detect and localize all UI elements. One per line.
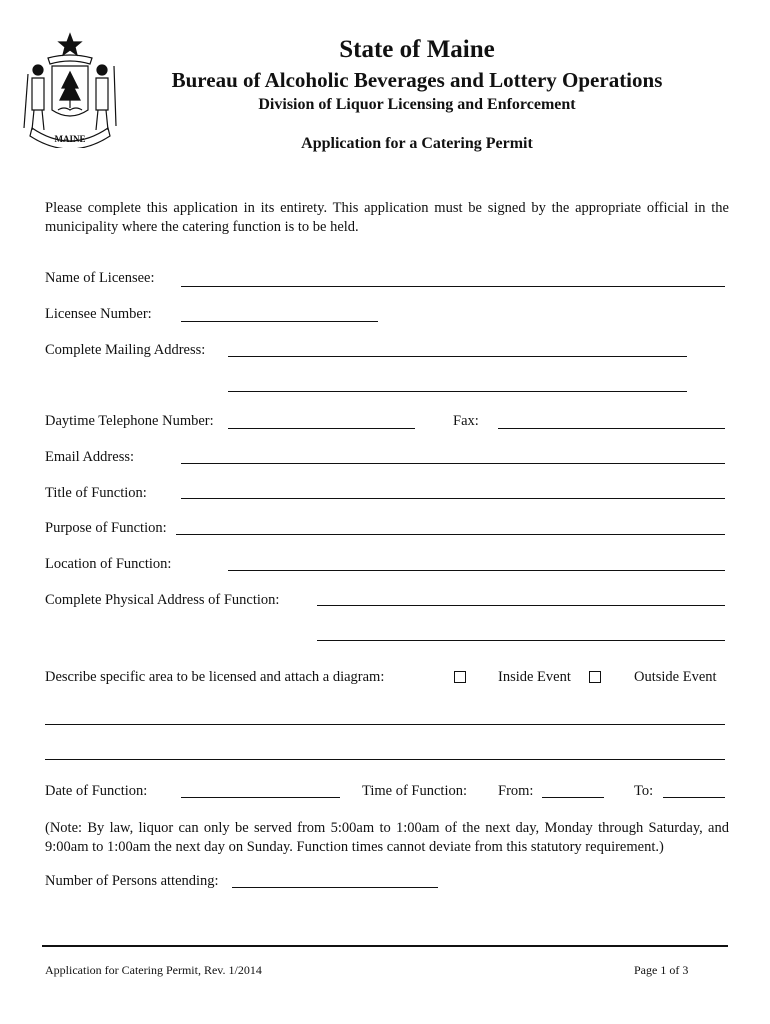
mailing-address-label: Complete Mailing Address: bbox=[45, 342, 206, 358]
area-description-field-line2[interactable] bbox=[45, 759, 725, 760]
describe-area-label: Describe specific area to be licensed and attach a diagram: bbox=[45, 669, 385, 685]
title-of-function-field[interactable] bbox=[181, 498, 725, 499]
to-label: To: bbox=[634, 783, 654, 799]
inside-event-label: Inside Event bbox=[498, 669, 571, 685]
time-to-field[interactable] bbox=[663, 797, 725, 798]
title-of-function-label: Title of Function: bbox=[45, 485, 147, 501]
date-of-function-field[interactable] bbox=[181, 797, 340, 798]
name-of-licensee-field[interactable] bbox=[181, 286, 725, 287]
footer-divider bbox=[42, 945, 728, 947]
mailing-address-field-line1[interactable] bbox=[228, 356, 687, 357]
fax-field[interactable] bbox=[498, 428, 725, 429]
form-revision: Application for Catering Permit, Rev. 1/2014 bbox=[45, 963, 262, 977]
fax-label: Fax: bbox=[453, 413, 479, 429]
outside-event-label: Outside Event bbox=[634, 669, 717, 685]
location-of-function-label: Location of Function: bbox=[45, 556, 172, 572]
number-of-persons-field[interactable] bbox=[232, 887, 438, 888]
time-from-field[interactable] bbox=[542, 797, 604, 798]
svg-text:MAINE: MAINE bbox=[54, 134, 86, 144]
daytime-phone-label: Daytime Telephone Number: bbox=[45, 413, 214, 429]
outside-event-checkbox[interactable] bbox=[589, 671, 601, 683]
date-of-function-label: Date of Function: bbox=[45, 783, 148, 799]
email-field[interactable] bbox=[181, 463, 725, 464]
page-title: State of Maine bbox=[339, 36, 495, 63]
bureau-name: Bureau of Alcoholic Beverages and Lottery Operations bbox=[171, 68, 663, 92]
licensee-number-label: Licensee Number: bbox=[45, 306, 152, 322]
purpose-of-function-field[interactable] bbox=[176, 534, 725, 535]
daytime-phone-field[interactable] bbox=[228, 428, 415, 429]
name-of-licensee-label: Name of Licensee: bbox=[45, 270, 155, 286]
page-number: Page 1 of 3 bbox=[634, 963, 689, 977]
physical-address-field-line2[interactable] bbox=[317, 640, 725, 641]
purpose-of-function-label: Purpose of Function: bbox=[45, 520, 167, 536]
time-of-function-label: Time of Function: bbox=[362, 783, 468, 799]
physical-address-field-line1[interactable] bbox=[317, 605, 725, 606]
location-of-function-field[interactable] bbox=[228, 570, 725, 571]
email-label: Email Address: bbox=[45, 449, 135, 465]
application-title: Application for a Catering Permit bbox=[301, 135, 533, 152]
division-name: Division of Liquor Licensing and Enforcement bbox=[258, 96, 576, 113]
area-description-field-line1[interactable] bbox=[45, 724, 725, 725]
licensee-number-field[interactable] bbox=[181, 321, 378, 322]
from-label: From: bbox=[498, 783, 534, 799]
physical-address-label: Complete Physical Address of Function: bbox=[45, 592, 280, 608]
instructions-paragraph: Please complete this application in its entirety. This application must be signed by the appropriate official in the municipality where the catering function is to be held. bbox=[45, 200, 729, 235]
mailing-address-field-line2[interactable] bbox=[228, 391, 687, 392]
inside-event-checkbox[interactable] bbox=[454, 671, 466, 683]
statutory-note: (Note: By law, liquor can only be served from 5:00am to 1:00am of the next day, Monday through Saturday, and 9:00am to 1:00am the next day on Sunday. Function times cannot deviate from this statutory requirement.) bbox=[45, 820, 729, 855]
number-of-persons-label: Number of Persons attending: bbox=[45, 873, 219, 889]
